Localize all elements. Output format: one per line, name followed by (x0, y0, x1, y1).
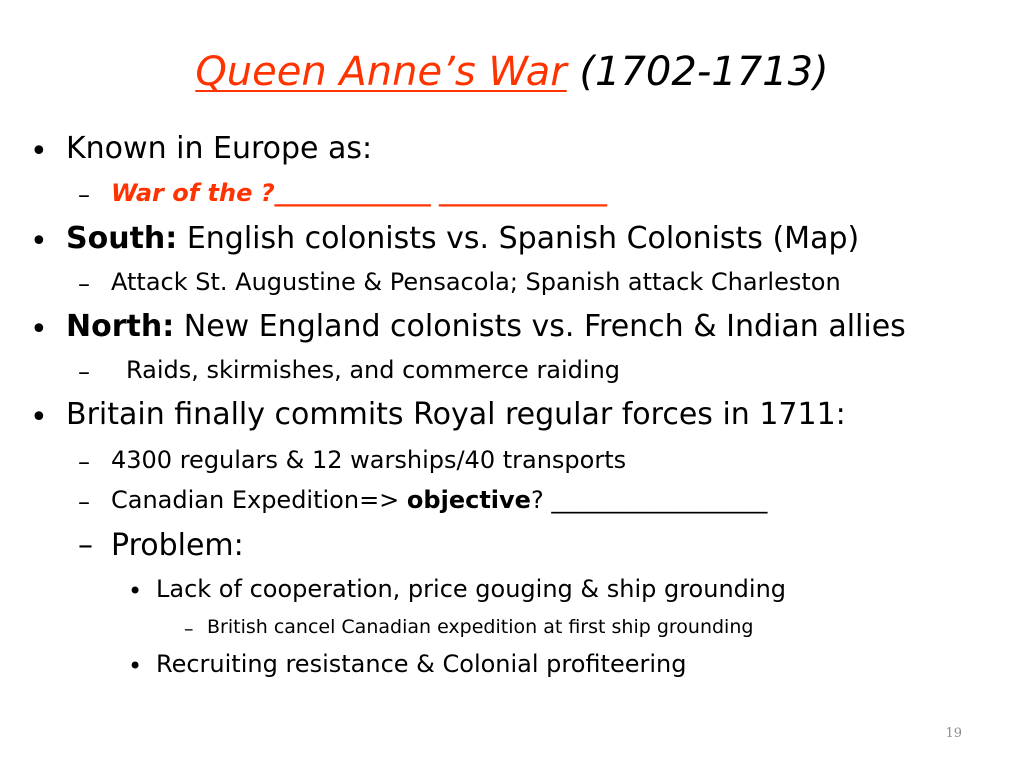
sub-canadian-expedition (111, 488, 767, 512)
bullet-marker: • (30, 400, 48, 435)
dash-marker: – (78, 528, 93, 563)
text-south: English colonists vs. Spanish Colonists (Map) (177, 221, 860, 256)
text-north: New England colonists vs. French & Indian allies (174, 309, 906, 344)
sub-recruiting-resistance: Recruiting resistance & Colonial profiteering (156, 650, 687, 678)
bullet-marker: • (30, 224, 48, 259)
sub-lack-of-cooperation: Lack of cooperation, price gouging & ship grounding (156, 575, 787, 603)
dash-marker: – (78, 448, 90, 476)
bullet-north (66, 309, 906, 344)
bullet-marker: • (128, 577, 143, 605)
sub-attack-st-augustine: Attack St. Augustine & Pensacola; Spanish attack Charleston (111, 268, 841, 296)
dash-marker: – (78, 358, 90, 386)
dash-marker: – (78, 181, 90, 209)
bullet-marker: • (30, 312, 48, 347)
sub-british-cancel: British cancel Canadian expedition at first ship grounding (207, 616, 754, 638)
bullet-marker: • (128, 652, 143, 680)
dash-marker: – (184, 618, 194, 640)
sub-raids: Raids, skirmishes, and commerce raiding (126, 356, 621, 384)
sub-problem: Problem: (111, 528, 244, 563)
canadian-expedition-objective: objective (406, 486, 531, 514)
bullet-south (66, 221, 860, 256)
bullet-known-in-europe: Known in Europe as: (66, 131, 373, 166)
label-north: North: (66, 309, 175, 344)
sub-4300-regulars: 4300 regulars & 12 warships/40 transports (111, 446, 627, 474)
page-number: 19 (945, 726, 962, 741)
label-south: South: (66, 221, 178, 256)
dash-marker: – (78, 488, 90, 516)
title-years: (1702-1713) (579, 49, 829, 95)
dash-marker: – (78, 270, 90, 298)
bullet-britain-commits: Britain finally commits Royal regular forces in 1711: (66, 397, 846, 432)
sub-war-of-the: War of the ?_____________ ______________ (111, 179, 607, 207)
slide-title (0, 44, 1024, 100)
canadian-expedition-post: ? __________________ (530, 486, 768, 514)
title-main: Queen Anne’s War (195, 49, 567, 95)
bullet-marker: • (30, 134, 48, 169)
canadian-expedition-pre: Canadian Expedition=> (111, 486, 407, 514)
